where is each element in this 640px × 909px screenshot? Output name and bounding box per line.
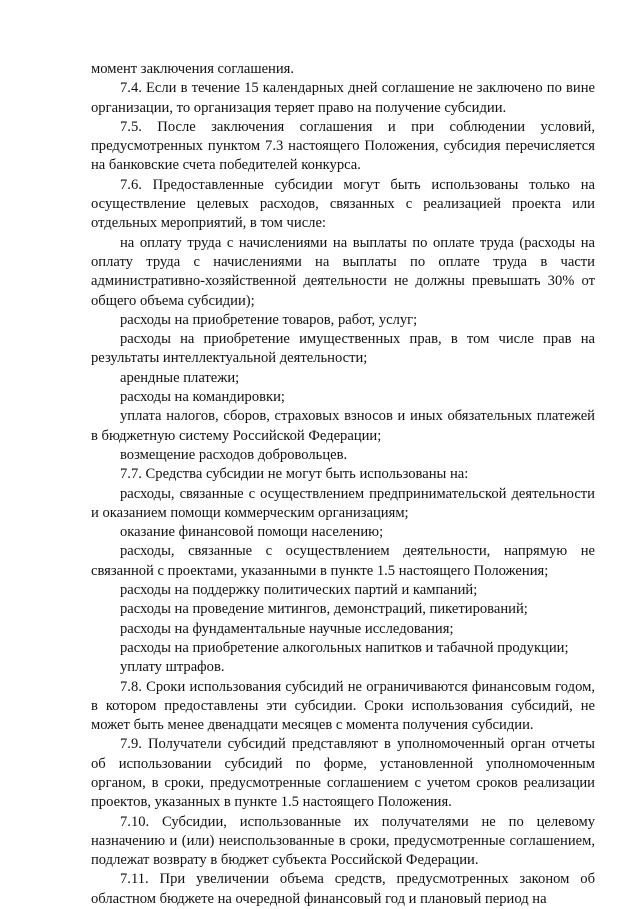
list-item-financial-aid: оказание финансовой помощи населению;	[120, 524, 384, 541]
list-item-taxes: уплата налогов, сборов, страховых взносов и иных обязательных платежей в бюджетную систему Российской Федерации;	[91, 408, 595, 444]
list-item-goods-services: расходы на приобретение товаров, работ, услуг;	[120, 311, 418, 328]
paragraph-7-9: 7.9. Получатели субсидий представляют в уполномоченный орган отчеты об использовании субсидий по форме, установленной уполномоченным органом, в сроки, предусмотренные соглашением с учетом сроков реализации проектов, указанных в пункте 1.5 настоящего Положения.	[91, 736, 595, 811]
document-page	[91, 60, 595, 909]
list-item-rent: арендные платежи;	[120, 369, 240, 386]
paragraph-7-5: 7.5. После заключения соглашения и при соблюдении условий, предусмотренных пунктом 7.3 настоящего Положения, субсидия перечисляется на банковские счета победителей конкурса.	[91, 118, 595, 174]
list-item-property-rights: расходы на приобретение имущественных прав, в том числе прав на результаты интеллектуальной деятельности;	[91, 331, 595, 367]
list-item-political: расходы на поддержку политических партий и кампаний;	[120, 582, 478, 599]
list-item-research: расходы на фундаментальные научные исследования;	[120, 620, 454, 637]
list-item-business: расходы, связанные с осуществлением предпринимательской деятельности и оказанием помощи коммерческим организациям;	[91, 485, 595, 521]
list-item-unrelated: расходы, связанные с осуществлением деятельности, напрямую не связанной с проектами, указанными в пункте 1.5 настоящего Положения;	[91, 543, 595, 579]
paragraph-7-8: 7.8. Сроки использования субсидий не ограничиваются финансовым годом, в котором предоставлены эти субсидии. Сроки использования субсидий, не может быть менее двенадцати месяцев с момента получения субсидии.	[91, 678, 595, 734]
paragraph-7-10: 7.10. Субсидии, использованные их получателями не по целевому назначению и (или) неиспользованные в сроки, предусмотренные соглашением, подлежат возврату в бюджет субъекта Российской Федерации.	[91, 813, 595, 869]
list-item-rallies: расходы на проведение митингов, демонстраций, пикетирований;	[120, 601, 528, 618]
paragraph-7-7: 7.7. Средства субсидии не могут быть использованы на:	[120, 466, 469, 483]
list-item-alcohol-tobacco: расходы на приобретение алкогольных напитков и табачной продукции;	[120, 639, 569, 656]
list-item-fines: уплату штрафов.	[120, 659, 225, 676]
list-item-volunteers: возмещение расходов добровольцев.	[120, 446, 348, 463]
paragraph-continuation: момент заключения соглашения.	[91, 61, 295, 77]
paragraph-7-4: 7.4. Если в течение 15 календарных дней соглашение не заключено по вине организации, то организация теряет право на получение субсидии.	[91, 80, 595, 116]
paragraph-7-6: 7.6. Предоставленные субсидии могут быть использованы только на осуществление целевых расходов, связанных с реализацией проекта или отдельных мероприятий, в том числе:	[91, 176, 595, 232]
list-item-labor-costs: на оплату труда с начислениями на выплаты по оплате труда (расходы на оплату труда с начислениями на выплаты по оплате труда в части административно-хозяйственной деятельности не должны превышать 30% от общего объема субсидии);	[91, 234, 595, 309]
list-item-travel: расходы на командировки;	[120, 389, 285, 406]
paragraph-7-11: 7.11. При увеличении объема средств, предусмотренных законом об областном бюджете на очередной финансовый год и плановый период на	[91, 871, 595, 907]
